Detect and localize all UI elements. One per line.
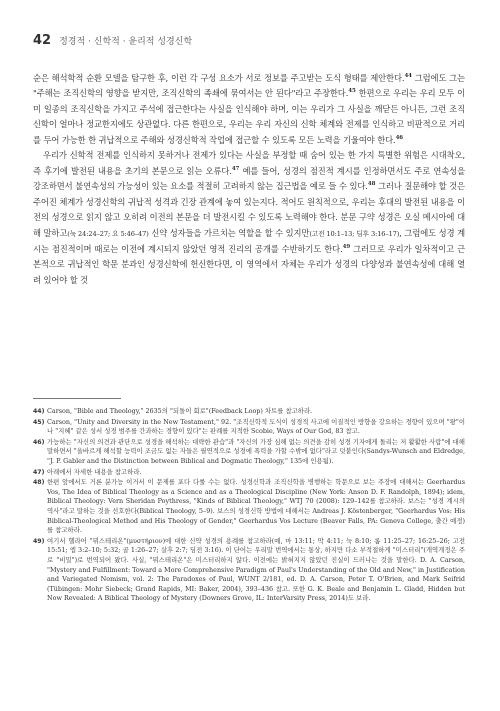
text-run: 한편으로 우리는 우리 모두 이미 일종의 조직신학을 가지고 주석에 접근한다는 사실을 인식해야 하며, 이는 우리가 그 사실을 깨닫든 아니든, 그런 조직신학이 얼마나 정교한지에도 상관없다. 다른 한편으로, 우리는 우리 자신의 신학 체계와 전제를 인식하고 비판적으로 거리를 두어 가능한 한 귀납적으로 주해와 성경신학적 작업에 접근할 수 있도록 모든 노력을 기울여야 한다. [33,88,465,145]
footnote-ref-46[interactable]: 46 [395,135,404,142]
footnote [33,478,465,536]
footnote-number: 46) [33,438,45,446]
running-head: 정경적 · 신학적 · 윤리적 성경신학 [59,37,193,47]
footnote-ref-45[interactable]: 45 [348,88,356,95]
footnote [33,418,465,437]
scripture-reference: (눅 24:24–27; 요 5:46–47) [67,229,149,238]
footnote-text: Carson, "Unity and Diversity in the New Testament," 92. "조직신학적 도식이 성경적 사고에 이질적인 방향을 강요하는 경향이 있으며 "왕"이나 "지혜" 같은 성서 성경 범주를 간과하는 경향이 있다"는 판례를 지적한 Scobie, Ways of Our God, 83 참고. [47,417,465,436]
paragraph-1 [33,71,465,148]
text-run: 그러나 질문해야 할 것은 주어진 체계가 성경신학의 귀납적 성격과 긴장 관계에 놓여 있는지다. 적어도 원칙적으로, 우리는 후대의 발전된 내용을 이전의 성경으로 읽지 않고 오히려 이전의 본문을 더 발전시킬 수 있도록 노력해야 한다. 분문 구약 성경은 오실 메시아에 대해 말하고 [33,181,465,238]
footnote-number: 45) [33,418,45,426]
footnote [33,468,465,478]
footnote-text: 가능하는 "자신의 의견과 관단으로 성경을 해석하는 대략한 관습"과 "자신의 가장 심해 없는 의견을 감히 성경 기자에게 돌리는 저 활활한 사람"에 대해 말하면서 "올바르게 해석할 능력이 조금도 없는 자들은 필연적으로 성경에 폭력을 가할 수밖에 없다"라고 덧붙인다(Sandys-Wunsch and Eldredge, "J. P. Gabler and the Distinction between Biblical and Dogmatic Theology," 135에 인용됨). [47,437,465,465]
text-run: 우리가 신학적 전제를 인식하지 못하거나 전제가 있다는 사실을 부정할 때 숨어 있는 한 가지 특별한 위험은 시대착오, 즉 후기에 발전된 내용을 초기의 본문으로 읽는 오류다. [33,150,465,176]
text-run: 순은 해석학적 순환 모델을 탐구한 후, 이런 각 구성 요소가 서로 정보를 주고받는 도식 형태를 제안한다. [33,73,405,83]
body-text [33,71,465,288]
footnote-ref-48[interactable]: 48 [367,181,376,188]
page-header [33,33,192,49]
footnote-ref-49[interactable]: 49 [342,244,351,251]
page-number: 42 [33,33,52,48]
footnote-number: 47) [33,468,45,476]
paragraph-2 [33,148,465,288]
footnote [33,407,465,417]
footnotes [33,407,465,605]
footnote-ref-47[interactable]: 47 [231,165,240,172]
text-run: 예를 들어, 성경의 점진적 계시를 인정하면서도 주로 연속성을 강조하면서 불연속성의 가능성이 있는 요소를 적절히 고려하지 않는 집근법을 예로 들 수 있다. [33,165,465,192]
footnote [33,438,465,467]
footnote-number: 44) [33,408,45,415]
footnote-separator [33,398,121,399]
text-run: , 그럼에도 성경 계시는 점진적이며 때로는 이전에 계시되지 않았던 영적 진리의 공개를 수반하기도 한다. [33,227,465,254]
footnote-text: Carson, "Bible and Theology," 2635의 "되돌이 회로"(Feedback Loop) 차트를 참고하라. [47,407,313,415]
footnote [33,537,465,604]
footnote-number: 48) [33,479,45,487]
text-run: 그러므로 우리가 일차적이고 근본적으로 귀납적인 학문 분과인 성경신학에 헌신한다면, 이 영역에서 자체는 우리가 성경의 다양성과 불연속성에 대해 열려 있어야 할 것 [33,243,465,285]
scripture-reference: (고전 10:1–13; 딤후 3:16–17) [309,229,400,238]
footnote-number: 49) [33,537,45,545]
footnote-ref-44[interactable]: 44 [404,73,412,80]
text-run: 그럼에도 그는 "주해는 조직신학의 영향을 받지만, 조직신학의 족쇄에 묶여서는 안 된다"라고 주장한다. [33,73,465,99]
footnote-text: 한편 앞에서도 거론 분가능 이거서 이 문제를 포다 다룰 수는 없다. 성경신학과 조직신학을 병행하는 학문으로 보는 주장에 대해서는 Geerhardus Vos, The Idea of Biblical Theology as a Science and as a Theological Discipline (New York: Anson D. F. Randolph, 1894); idem, Biblical Theology: Vern Sheridan Poythress, "Kinds of Biblical Theology," WTJ 70 (2008): 129–142를 참고하라. 보스는 "성경 계시의 역사"라고 말하는 것을 선호한다(Biblical Theology, 5–9). 보스의 성경신학 방법에 대해서는 Andreas J. Köstenberger, "Geerhardus Vos: His Biblical-Theological Method and His Theology of Gender," Geerhardus Vos Lecture (Beaver Falls, PA: Geneva College, 출간 예정)를 참고하라. [47,478,465,535]
footnote-text: 아래에서 자세한 내용을 참고하라. [47,467,142,476]
text-run: 신약 성자들을 가르치는 역할을 할 수 있지만 [148,227,310,238]
footnote-text: 여기서 헬라어 "뮈스테리온"(μυστήριον)에 대한 신약 성경의 용례를 참고하라(예, 마 13:11; 막 4:11; 눅 8:10; 롬 11:25–27; 16:25–26; 고전 15:51; 엡 3:2–10; 5:32; 골 1:26–27; 살후 2:7; 딤전 3:16). 이 단어는 우리말 번역에서는 통상, 하지만 다소 부적절하게 "미스터리"(개역개정은 주로 "비밀")로 번역되어 왔다. 사실, "뮈스테리온"은 미스터리하지 않다. 이전에는 밝혀지지 않았던 진실이 드러나는 것을 말한다. D. A. Carson, "Mystery and Fulfillment: Toward a More Comprehensive Paradigm of Paul's Understanding of the Old and New," in Justification and Variegated Nomism, vol. 2: The Paradoxes of Paul, WUNT 2/181, ed. D. A. Carson, Peter T. O'Brien, and Mark Seifrid (Tübingen: Mohr Siebeck; Grand Rapids, MI: Baker, 2004), 393–436 참고. 또한 G. K. Beale and Benjamin L. Gladd, Hidden but Now Revealed: A Biblical Theology of Mystery (Downers Grove, IL: InterVarsity Press, 2014)도 보라. [47,536,465,603]
